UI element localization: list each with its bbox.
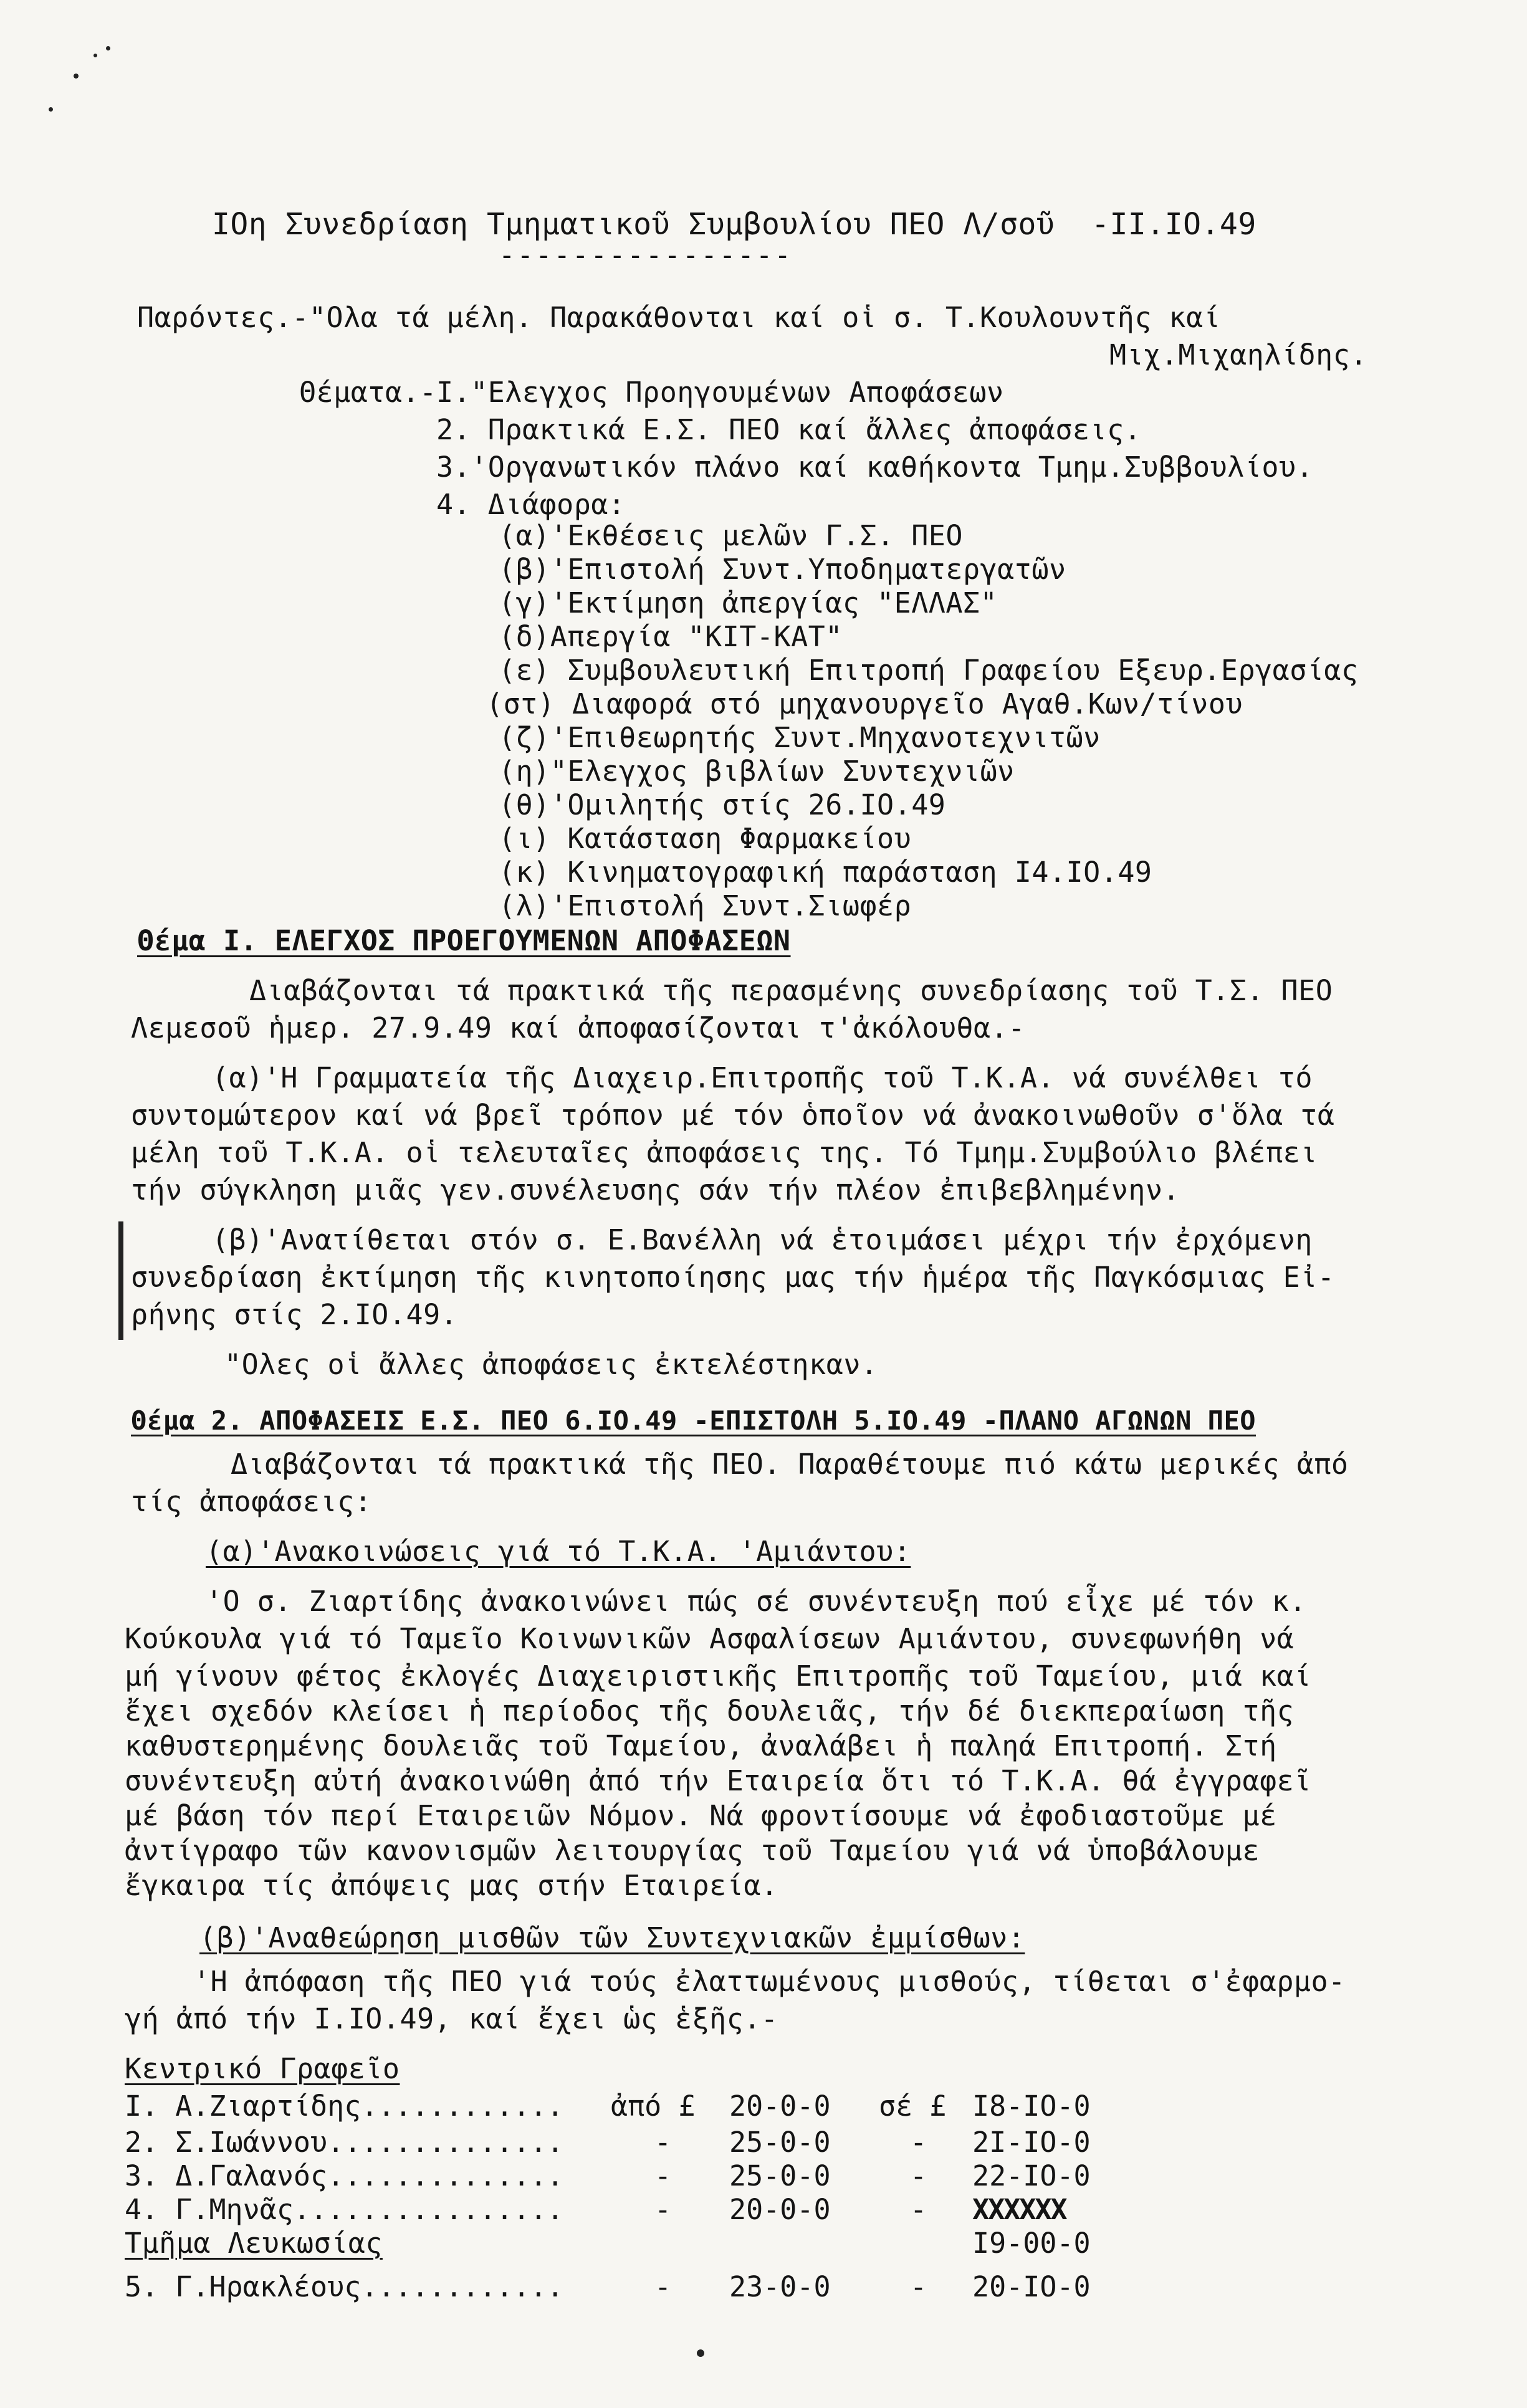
paragraph-line: γή ἀπό τήν I.IO.49, καί ἔχει ὡς ἑξῆς.- bbox=[125, 2002, 778, 2035]
section-heading: Θέμα I. ΕΛΕΓΧΟΣ ΠΡΟΕΓΟΥΜΕΝΩΝ ΑΠΟΦΑΣΕΩΝ bbox=[137, 924, 791, 957]
subtopic-item: (ε) Συμβουλευτική Επιτροπή Γραφείου Εξευρ.Εργασίας bbox=[499, 654, 1359, 687]
paragraph-line: Λεμεσοῦ ἡμερ. 27.9.49 καί ἀποφασίζονται τ'ἀκόλουθα.- bbox=[131, 1011, 1025, 1044]
topic-item: 4. Διάφορα: bbox=[436, 488, 626, 521]
subtopic-item: (γ)'Εκτίμηση ἀπεργίας "ΕΛΛΑΣ" bbox=[499, 586, 998, 619]
paragraph-line: 'Ο σ. Ζιαρτίδης ἀνακοινώνει πώς σέ συνέντευξη πού εἶχε μέ τόν κ. bbox=[206, 1585, 1306, 1618]
salary-name: 5. Γ.Ηρακλέους............ bbox=[125, 2270, 564, 2303]
section-heading: Θέμα 2. ΑΠΟΦΑΣΕΙΣ Ε.Σ. ΠΕΟ 6.IO.49 -ΕΠΙΣΤΟΛΗ 5.IO.49 -ΠΛΑΝΟ ΑΓΩΝΩΝ ΠΕΟ bbox=[131, 1405, 1257, 1436]
subtopic-item: (θ)'Ομιλητής στίς 26.IO.49 bbox=[499, 788, 946, 821]
paragraph-line: ἔχει σχεδόν κλείσει ἡ περίοδος τῆς δουλειᾶς, τήν δέ διεκπεραίωση τῆς bbox=[125, 1694, 1295, 1727]
title-rule: ---------------- bbox=[499, 239, 793, 271]
subtopic-item: (η)"Ελεγχος βιβλίων Συντεχνιῶν bbox=[499, 755, 1015, 788]
ink-speck bbox=[697, 2349, 704, 2357]
paragraph-line: Διαβάζονται τά πρακτικά τῆς περασμένης συνεδρίασης τοῦ Τ.Σ. ΠΕΟ bbox=[249, 974, 1333, 1007]
salary-from: 23-0-0 bbox=[729, 2270, 831, 2303]
attendance-line: Παρόντες.-"Ολα τά μέλη. Παρακάθονται καί οἱ σ. Τ.Κουλουντῆς καί bbox=[137, 301, 1221, 334]
ink-speck bbox=[106, 46, 110, 50]
salary-to-label: - bbox=[910, 2193, 927, 2226]
salary-from: 20-0-0 bbox=[729, 2193, 831, 2226]
paragraph-line: καθυστερημένης δουλειᾶς τοῦ Ταμείου, ἀναλάβει ἡ παληά Επιτροπή. Στή bbox=[125, 1729, 1277, 1762]
salary-note-value: I9-00-0 bbox=[972, 2227, 1091, 2260]
paragraph-line: Κούκουλα γιά τό Ταμεῖο Κοινωνικῶν Ασφαλίσεων Αμιάντου, συνεφωνήθη νά bbox=[125, 1622, 1295, 1655]
subtopic-item: (ι) Κατάσταση Φαρμακείου bbox=[499, 822, 912, 855]
salary-from-label: ἀπό £ bbox=[611, 2090, 696, 2123]
attendance-line: Μιχ.Μιχαηλίδης. bbox=[1109, 338, 1367, 371]
salary-group-heading: Κεντρικό Γραφεῖο bbox=[125, 2052, 400, 2085]
paragraph-line: (α)'Η Γραμματεία τῆς Διαχειρ.Επιτροπῆς τοῦ Τ.Κ.Α. νά συνέλθει τό bbox=[212, 1061, 1313, 1094]
salary-group-heading: Τμῆμα Λευκωσίας bbox=[125, 2227, 383, 2260]
salary-to: 22-IO-0 bbox=[972, 2159, 1091, 2192]
paragraph-line: 'Η ἀπόφαση τῆς ΠΕΟ γιά τούς ἐλαττωμένους μισθούς, τίθεται σ'ἐφαρμο- bbox=[193, 1965, 1346, 1998]
paragraph-line: Διαβάζονται τά πρακτικά τῆς ΠΕΟ. Παραθέτουμε πιό κάτω μερικές ἀπό bbox=[231, 1448, 1349, 1481]
salary-from: 25-0-0 bbox=[729, 2159, 831, 2192]
topic-item: 2. Πρακτικά Ε.Σ. ΠΕΟ καί ἄλλες ἀποφάσεις. bbox=[436, 413, 1142, 446]
salary-to-label: - bbox=[910, 2270, 927, 2303]
topic-item: 3.'Οργανωτικόν πλάνο καί καθήκοντα Τμημ.Συββουλίου. bbox=[436, 451, 1314, 484]
salary-from-label: - bbox=[654, 2126, 672, 2159]
salary-from-label: - bbox=[654, 2270, 672, 2303]
salary-name: I. Α.Ζιαρτίδης............ bbox=[125, 2090, 564, 2123]
salary-from: 20-0-0 bbox=[729, 2090, 831, 2123]
paragraph-line: μέλη τοῦ Τ.Κ.Α. οἱ τελευταῖες ἀποφάσεις της. Τό Τμημ.Συμβούλιο βλέπει bbox=[131, 1136, 1318, 1169]
paragraph-line: συνεδρίαση ἐκτίμηση τῆς κινητοποίησης μας τήν ἡμέρα τῆς Παγκόσμιας Εἰ- bbox=[131, 1261, 1335, 1294]
paragraph-line: μή γίνουν φέτος ἐκλογές Διαχειριστικῆς Επιτροπῆς τοῦ Ταμείου, μιά καί bbox=[125, 1660, 1311, 1693]
salary-to-label: σέ £ bbox=[879, 2090, 947, 2123]
subtopic-item: (στ) Διαφορά στό μηχανουργεῖο Αγαθ.Κων/τίνου bbox=[486, 687, 1243, 720]
salary-name: 4. Γ.Μηνᾶς................ bbox=[125, 2193, 564, 2226]
subtopic-item: (κ) Κινηματογραφική παράσταση I4.IO.49 bbox=[499, 856, 1152, 889]
salary-to-label: - bbox=[910, 2126, 927, 2159]
salary-to: 20-IO-0 bbox=[972, 2270, 1091, 2303]
page-title: IOη Συνεδρίαση Τμηματικοῦ Συμβουλίου ΠΕΟ Λ/σοῦ -II.IO.49 bbox=[212, 207, 1257, 242]
margin-mark bbox=[118, 1221, 123, 1340]
subtopic-item: (δ)Απεργία "ΚΙΤ-ΚΑΤ" bbox=[499, 620, 843, 653]
ink-speck bbox=[93, 54, 97, 57]
subsection-heading: (α)'Ανακοινώσεις γιά τό Τ.Κ.Α. 'Αμιάντου: bbox=[206, 1535, 911, 1568]
paragraph-line: τήν σύγκληση μιᾶς γεν.συνέλευσης σάν τήν πλέον ἐπιβεβλημένην. bbox=[131, 1173, 1180, 1206]
salary-name: 2. Σ.Ιωάννου.............. bbox=[125, 2126, 564, 2159]
paragraph-line: τίς ἀποφάσεις: bbox=[131, 1485, 372, 1518]
subsection-heading: (β)'Αναθεώρηση μισθῶν τῶν Συντεχνιακῶν ἐμμίσθων: bbox=[199, 1921, 1025, 1954]
paragraph-line: (β)'Ανατίθεται στόν σ. Ε.Βανέλλη νά ἑτοιμάσει μέχρι τήν ἐρχόμενη bbox=[212, 1223, 1313, 1256]
subtopic-item: (β)'Επιστολή Συντ.Υποδηματεργατῶν bbox=[499, 553, 1066, 586]
paragraph-line: "Ολες οἱ ἄλλες ἀποφάσεις ἐκτελέστηκαν. bbox=[224, 1348, 878, 1381]
paragraph-line: συντομώτερον καί νά βρεῖ τρόπον μέ τόν ὁποῖον νά ἀνακοινωθοῦν σ'ὅλα τά bbox=[131, 1099, 1335, 1132]
salary-to: I8-IO-0 bbox=[972, 2090, 1091, 2123]
topic-item: I."Ελεγχος Προηγουμένων Αποφάσεων bbox=[436, 376, 1004, 409]
ink-speck bbox=[49, 107, 53, 112]
topics-label: Θέματα.- bbox=[299, 376, 437, 409]
salary-from-label: - bbox=[654, 2193, 672, 2226]
ink-speck bbox=[74, 74, 79, 79]
salary-name: 3. Δ.Γαλανός.............. bbox=[125, 2159, 564, 2192]
paragraph-line: μέ βάση τόν περί Εταιρειῶν Νόμον. Νά φροντίσουμε νά ἐφοδιαστοῦμε μέ bbox=[125, 1799, 1277, 1832]
salary-from-label: - bbox=[654, 2159, 672, 2192]
paragraph-line: ἀντίγραφο τῶν κανονισμῶν λειτουργίας τοῦ Ταμείου γιά νά ὑποβάλουμε bbox=[125, 1834, 1260, 1867]
paragraph-line: ἔγκαιρα τίς ἀπόψεις μας στήν Εταιρεία. bbox=[125, 1869, 778, 1902]
salary-to: 2I-IO-0 bbox=[972, 2126, 1091, 2159]
salary-to-label: - bbox=[910, 2159, 927, 2192]
subtopic-item: (λ)'Επιστολή Συντ.Σιωφέρ bbox=[499, 889, 912, 922]
paragraph-line: ρήνης στίς 2.IO.49. bbox=[131, 1298, 458, 1331]
salary-to-struck: XXXXXX bbox=[972, 2193, 1066, 2226]
subtopic-item: (ζ)'Επιθεωρητής Συντ.Μηχανοτεχνιτῶν bbox=[499, 721, 1101, 754]
paragraph-line: συνέντευξη αὐτή ἀνακοινώθη ἀπό τήν Εταιρεία ὅτι τό Τ.Κ.Α. θά ἐγγραφεῖ bbox=[125, 1764, 1311, 1797]
subtopic-item: (α)'Εκθέσεις μελῶν Γ.Σ. ΠΕΟ bbox=[499, 519, 963, 552]
salary-from: 25-0-0 bbox=[729, 2126, 831, 2159]
